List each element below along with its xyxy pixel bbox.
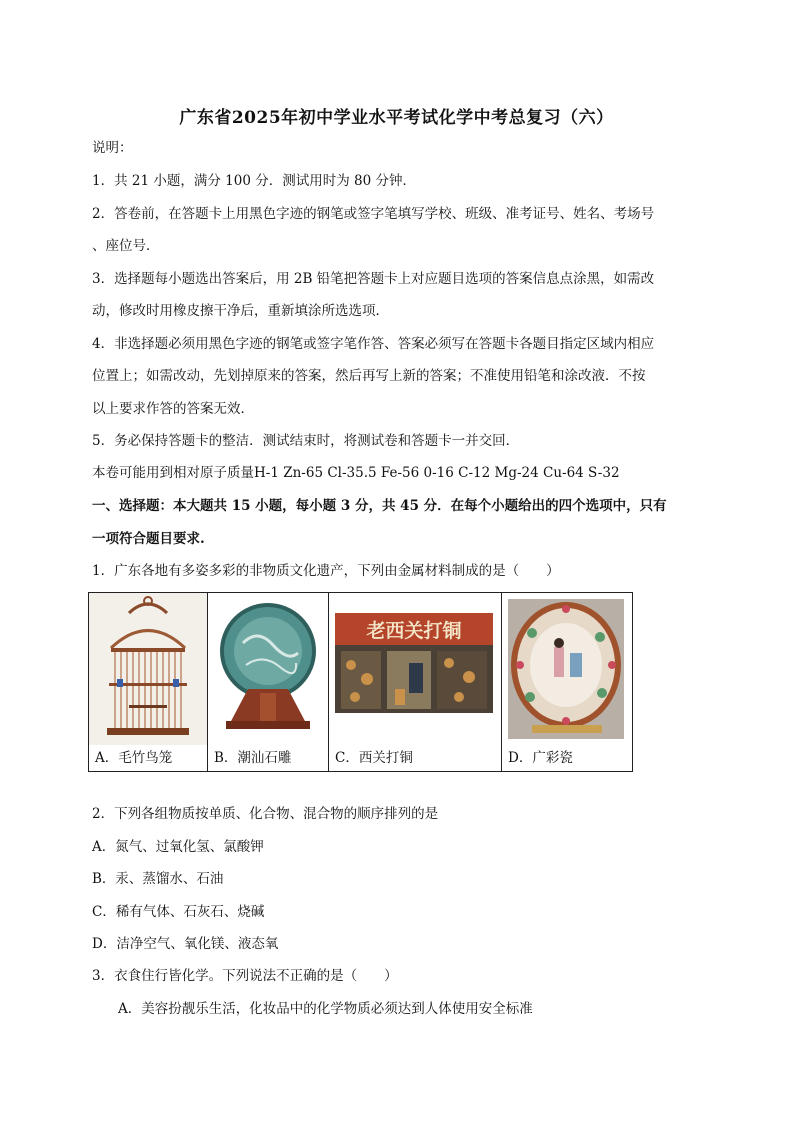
question-2-option-a: A．氮气、过氧化氢、氯酸钾 — [92, 839, 264, 855]
option-a-caption: A．毛竹鸟笼 — [95, 750, 173, 766]
instruction-line: 动，修改时用橡皮擦干净后，重新填涂所选选项． — [92, 303, 389, 319]
question-1-image-table — [88, 592, 633, 772]
shop-sign-text: 老西关打铜 — [366, 620, 462, 642]
instruction-line: 4．非选择题必须用黑色字迹的钢笔或签字笔作答、答案必须写在答题卡各题目指定区域内相应 — [92, 336, 655, 352]
question-2-option-b: B．汞、蒸馏水、石油 — [92, 871, 224, 887]
atomic-mass-line: 本卷可能用到相对原子质量H-1 Zn-65 Cl-35.5 Fe-56 0-16 C-12 Mg-24 Cu-64 S-32 — [92, 465, 620, 481]
question-2-option-c: C．稀有气体、石灰石、烧碱 — [92, 904, 265, 920]
question-3-stem: 3．衣食住行皆化学。下列说法不正确的是（ ） — [92, 968, 398, 984]
instruction-line: 5．务必保持答题卡的整洁．测试结束时，将测试卷和答题卡一并交回． — [92, 433, 520, 449]
question-3-option-a: A．美容扮靓乐生活，化妆品中的化学物质必须达到人体使用安全标准 — [118, 1001, 533, 1017]
question-2-stem: 2．下列各组物质按单质、化合物、混合物的顺序排列的是 — [92, 806, 439, 822]
instruction-line: 、座位号． — [92, 238, 160, 254]
instruction-line: 2．答卷前，在答题卡上用黑色字迹的钢笔或签字笔填写学校、班级、准考证号、姓名、考场号 — [92, 206, 655, 222]
instruction-line: 以上要求作答的答案无效． — [92, 401, 254, 417]
option-c-caption: C．西关打铜 — [335, 750, 413, 766]
instruction-line: 位置上；如需改动，先划掉原来的答案，然后再写上新的答案；不准使用铅笔和涂改液．不按 — [92, 368, 646, 384]
instructions-heading: 说明： — [92, 140, 133, 156]
copper-shop-image — [329, 593, 501, 745]
porcelain-plate-image — [502, 593, 632, 745]
option-d-caption: D．广彩瓷 — [508, 750, 573, 766]
question-2-option-d: D．洁净空气、氧化镁、液态氧 — [92, 936, 279, 952]
stone-carving-image — [208, 593, 328, 745]
instruction-line: 1．共 21 小题，满分 100 分．测试用时为 80 分钟． — [92, 173, 416, 189]
section-heading: 一项符合题目要求. — [92, 531, 205, 547]
birdcage-image — [89, 593, 207, 745]
option-b-caption: B．潮汕石雕 — [214, 750, 292, 766]
page-title: 广东省2025年初中学业水平考试化学中考总复习（六） — [179, 108, 614, 128]
question-1-stem: 1．广东各地有多姿多彩的非物质文化遗产，下列由金属材料制成的是（ ） — [92, 563, 560, 579]
section-heading: 一、选择题：本大题共 15 小题，每小题 3 分，共 45 分．在每个小题给出的四个选项中，只有 — [92, 498, 667, 514]
instruction-line: 3．选择题每小题选出答案后，用 2B 铅笔把答题卡上对应题目选项的答案信息点涂黑，如需改 — [92, 271, 655, 287]
